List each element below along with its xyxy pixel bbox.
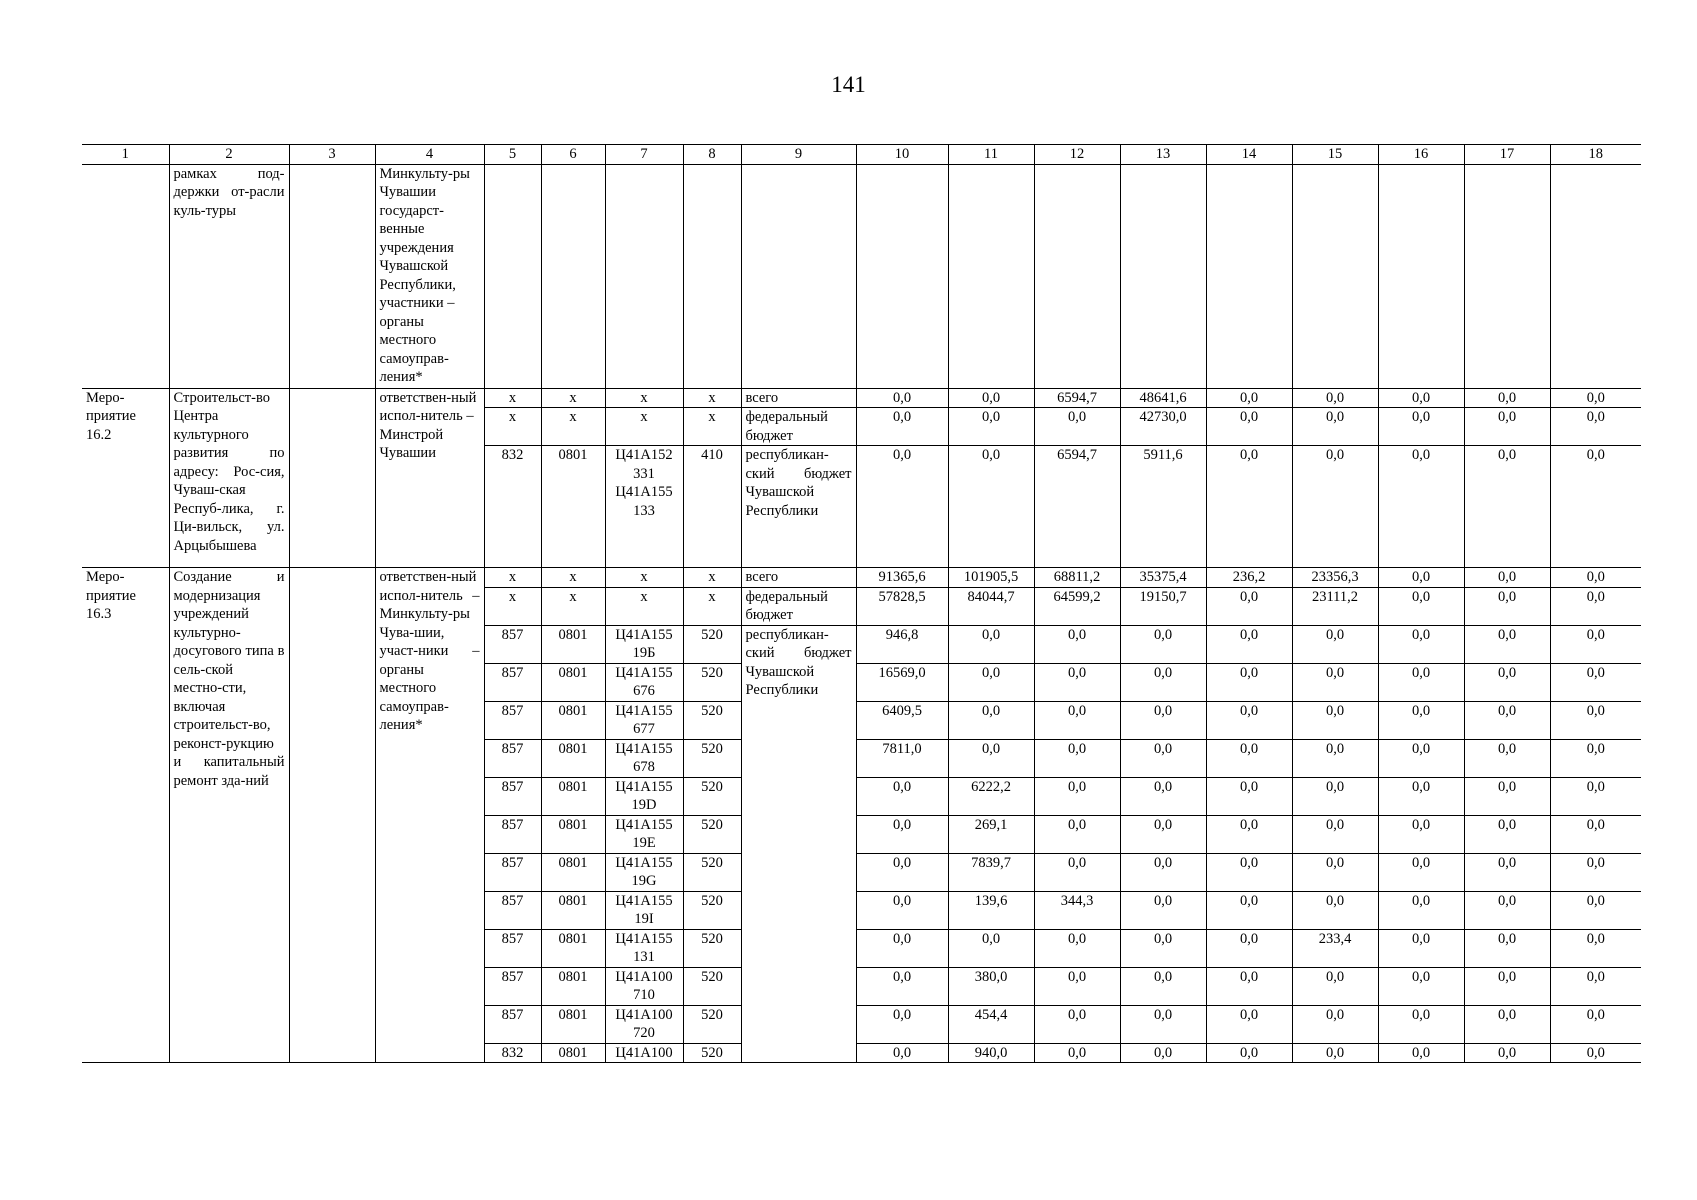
value-cell: 0,0 xyxy=(856,777,948,815)
value-cell: 0,0 xyxy=(1034,777,1120,815)
value-cell: 48641,6 xyxy=(1120,388,1206,408)
value-cell: 0,0 xyxy=(856,853,948,891)
column-header-4: 4 xyxy=(375,145,484,165)
value-cell: 940,0 xyxy=(948,1043,1034,1063)
value-cell: 0,0 xyxy=(856,1043,948,1063)
value-cell: 0,0 xyxy=(1206,446,1292,568)
value-cell: 0,0 xyxy=(1378,891,1464,929)
value-cell: 0,0 xyxy=(1292,739,1378,777)
value-cell: 0,0 xyxy=(1550,1043,1641,1063)
value-cell: 0,0 xyxy=(1206,739,1292,777)
value-cell: 0,0 xyxy=(1120,777,1206,815)
value-cell: 0,0 xyxy=(1206,815,1292,853)
cell-col9 xyxy=(741,164,856,388)
value-cell: 0,0 xyxy=(1550,701,1641,739)
cell-col7 xyxy=(605,164,683,388)
code-target-article: x xyxy=(605,408,683,446)
value-cell: 0,0 xyxy=(1120,815,1206,853)
value-cell: 0,0 xyxy=(1292,663,1378,701)
value-cell: 0,0 xyxy=(1464,701,1550,739)
column-header-11: 11 xyxy=(948,145,1034,165)
column-header-6: 6 xyxy=(541,145,605,165)
value-cell: 0,0 xyxy=(1550,891,1641,929)
value-cell: 0,0 xyxy=(1464,587,1550,625)
value-cell: 233,4 xyxy=(1292,929,1378,967)
cell-col3 xyxy=(289,164,375,388)
value-cell: 0,0 xyxy=(1034,815,1120,853)
value-cell: 0,0 xyxy=(1034,663,1120,701)
value-cell: 0,0 xyxy=(1464,568,1550,588)
value-cell: 0,0 xyxy=(1464,929,1550,967)
budget-table xyxy=(82,144,1641,1063)
code-section: 0801 xyxy=(541,739,605,777)
code-grbs: 832 xyxy=(484,446,541,568)
value-cell: 0,0 xyxy=(1464,853,1550,891)
value-cell: 0,0 xyxy=(1292,1043,1378,1063)
value-cell: 0,0 xyxy=(1378,853,1464,891)
code-target-article: Ц41А155 676 xyxy=(605,663,683,701)
value-cell: 0,0 xyxy=(1550,815,1641,853)
code-expense-type: 410 xyxy=(683,446,741,568)
code-section: 0801 xyxy=(541,967,605,1005)
column-header-13: 13 xyxy=(1120,145,1206,165)
code-target-article: Ц41А152 331 Ц41А155 133 xyxy=(605,446,683,568)
value-cell: 0,0 xyxy=(1292,853,1378,891)
value-cell: 0,0 xyxy=(1464,967,1550,1005)
value-cell: 0,0 xyxy=(1464,891,1550,929)
code-expense-type: x xyxy=(683,587,741,625)
value-cell: 946,8 xyxy=(856,625,948,663)
value-cell: 0,0 xyxy=(1464,408,1550,446)
value-cell: 0,0 xyxy=(1292,701,1378,739)
value-cell: 0,0 xyxy=(1034,701,1120,739)
measure-16-2-row xyxy=(82,388,1641,408)
value-cell: 0,0 xyxy=(1292,446,1378,568)
code-section: x xyxy=(541,587,605,625)
value-cell: 0,0 xyxy=(1464,446,1550,568)
value-cell: 6594,7 xyxy=(1034,388,1120,408)
value-cell: 42730,0 xyxy=(1120,408,1206,446)
measure-name: Создание и модернизация учреждений культурно-досугового типа в сель-ской местно-сти, включая строительст-во, реконст-рукцию и капитальный ремонт зда-ний xyxy=(169,568,289,1063)
value-cell: 6409,5 xyxy=(856,701,948,739)
value-cell: 0,0 xyxy=(1464,388,1550,408)
value-cell: 0,0 xyxy=(1034,1005,1120,1043)
value-cell: 57828,5 xyxy=(856,587,948,625)
value-cell: 0,0 xyxy=(1550,663,1641,701)
value-cell: 0,0 xyxy=(1378,815,1464,853)
value-cell: 0,0 xyxy=(1292,891,1378,929)
cell-col16 xyxy=(1378,164,1464,388)
value-cell: 0,0 xyxy=(856,967,948,1005)
value-cell: 0,0 xyxy=(1120,1005,1206,1043)
column-header-2: 2 xyxy=(169,145,289,165)
cell-col6 xyxy=(541,164,605,388)
code-expense-type: 520 xyxy=(683,891,741,929)
value-cell: 0,0 xyxy=(948,663,1034,701)
code-expense-type: 520 xyxy=(683,967,741,1005)
code-section: x xyxy=(541,408,605,446)
column-header-14: 14 xyxy=(1206,145,1292,165)
column-header-3: 3 xyxy=(289,145,375,165)
code-grbs: 857 xyxy=(484,815,541,853)
page-number: 141 xyxy=(831,72,866,97)
value-cell: 0,0 xyxy=(1550,777,1641,815)
value-cell: 5911,6 xyxy=(1120,446,1206,568)
value-cell: 0,0 xyxy=(1206,408,1292,446)
value-cell: 0,0 xyxy=(1206,967,1292,1005)
column-header-12: 12 xyxy=(1034,145,1120,165)
continuation-row xyxy=(82,164,1641,388)
value-cell: 23111,2 xyxy=(1292,587,1378,625)
value-cell: 0,0 xyxy=(1464,1005,1550,1043)
code-target-article: Ц41А100 xyxy=(605,1043,683,1063)
value-cell: 344,3 xyxy=(1034,891,1120,929)
code-target-article: Ц41А155 131 xyxy=(605,929,683,967)
value-cell: 0,0 xyxy=(948,701,1034,739)
cell-col15 xyxy=(1292,164,1378,388)
value-cell: 0,0 xyxy=(856,388,948,408)
value-cell: 0,0 xyxy=(1292,1005,1378,1043)
cell-col8 xyxy=(683,164,741,388)
value-cell: 0,0 xyxy=(1550,587,1641,625)
code-grbs: x xyxy=(484,568,541,588)
code-grbs: 857 xyxy=(484,663,541,701)
code-section: x xyxy=(541,388,605,408)
value-cell: 0,0 xyxy=(1120,701,1206,739)
value-cell: 0,0 xyxy=(1120,739,1206,777)
measure-label: Меро-приятие 16.3 xyxy=(82,568,169,1063)
value-cell: 0,0 xyxy=(1550,408,1641,446)
value-cell: 0,0 xyxy=(1378,1005,1464,1043)
code-expense-type: x xyxy=(683,388,741,408)
measure-executor: ответствен-ный испол-нитель – Минстрой Чувашии xyxy=(375,388,484,568)
code-grbs: 857 xyxy=(484,701,541,739)
column-header-1: 1 xyxy=(82,145,169,165)
code-expense-type: 520 xyxy=(683,815,741,853)
value-cell: 0,0 xyxy=(1464,1043,1550,1063)
funding-source: республикан-ский бюджет Чувашской Республики xyxy=(741,446,856,568)
value-cell: 0,0 xyxy=(1292,777,1378,815)
value-cell: 0,0 xyxy=(1206,777,1292,815)
code-section: 0801 xyxy=(541,777,605,815)
value-cell: 0,0 xyxy=(1378,663,1464,701)
code-expense-type: 520 xyxy=(683,853,741,891)
value-cell: 0,0 xyxy=(948,408,1034,446)
value-cell: 454,4 xyxy=(948,1005,1034,1043)
code-section: 0801 xyxy=(541,1005,605,1043)
code-grbs: 857 xyxy=(484,929,541,967)
code-grbs: 857 xyxy=(484,891,541,929)
value-cell: 0,0 xyxy=(1206,891,1292,929)
value-cell: 0,0 xyxy=(1034,967,1120,1005)
value-cell: 0,0 xyxy=(1464,815,1550,853)
value-cell: 0,0 xyxy=(856,408,948,446)
code-grbs: 857 xyxy=(484,625,541,663)
cell-col3 xyxy=(289,388,375,568)
cell-col11 xyxy=(948,164,1034,388)
value-cell: 0,0 xyxy=(1034,929,1120,967)
funding-source: всего xyxy=(741,388,856,408)
measure-executor: ответствен-ный испол-нитель – Минкульту-ры Чува-шии, участ-ники – органы местного самоуправ-ления* xyxy=(375,568,484,1063)
column-header-15: 15 xyxy=(1292,145,1378,165)
code-target-article: Ц41А155 19I xyxy=(605,891,683,929)
value-cell: 91365,6 xyxy=(856,568,948,588)
value-cell: 0,0 xyxy=(1550,853,1641,891)
value-cell: 0,0 xyxy=(1464,739,1550,777)
value-cell: 0,0 xyxy=(1550,625,1641,663)
value-cell: 0,0 xyxy=(856,815,948,853)
code-section: 0801 xyxy=(541,815,605,853)
funding-source: федеральный бюджет xyxy=(741,587,856,625)
value-cell: 0,0 xyxy=(1206,625,1292,663)
value-cell: 0,0 xyxy=(1550,967,1641,1005)
value-cell: 0,0 xyxy=(1120,967,1206,1005)
value-cell: 35375,4 xyxy=(1120,568,1206,588)
code-target-article: Ц41А155 677 xyxy=(605,701,683,739)
cell-col14 xyxy=(1206,164,1292,388)
code-target-article: Ц41А155 19G xyxy=(605,853,683,891)
value-cell: 0,0 xyxy=(1120,891,1206,929)
value-cell: 0,0 xyxy=(1120,929,1206,967)
program-name-continued: рамках под-держки от-расли куль-туры xyxy=(169,164,289,388)
code-target-article: x xyxy=(605,388,683,408)
code-target-article: Ц41А100 710 xyxy=(605,967,683,1005)
code-section: 0801 xyxy=(541,853,605,891)
value-cell: 0,0 xyxy=(1378,388,1464,408)
code-grbs: x xyxy=(484,408,541,446)
code-section: 0801 xyxy=(541,929,605,967)
code-target-article: x xyxy=(605,568,683,588)
cell-col13 xyxy=(1120,164,1206,388)
value-cell: 0,0 xyxy=(1378,701,1464,739)
value-cell: 0,0 xyxy=(1378,446,1464,568)
value-cell: 101905,5 xyxy=(948,568,1034,588)
value-cell: 0,0 xyxy=(1550,388,1641,408)
value-cell: 0,0 xyxy=(1206,1005,1292,1043)
value-cell: 0,0 xyxy=(1378,1043,1464,1063)
code-expense-type: 520 xyxy=(683,1005,741,1043)
code-target-article: Ц41А155 19D xyxy=(605,777,683,815)
value-cell: 0,0 xyxy=(1292,967,1378,1005)
value-cell: 0,0 xyxy=(1378,777,1464,815)
value-cell: 0,0 xyxy=(1550,739,1641,777)
value-cell: 0,0 xyxy=(1550,1005,1641,1043)
value-cell: 68811,2 xyxy=(1034,568,1120,588)
code-target-article: Ц41А155 19E xyxy=(605,815,683,853)
value-cell: 0,0 xyxy=(1378,739,1464,777)
code-expense-type: 520 xyxy=(683,777,741,815)
cell-col3 xyxy=(289,568,375,1063)
value-cell: 0,0 xyxy=(1378,967,1464,1005)
measure-label: Меро-приятие 16.2 xyxy=(82,388,169,568)
value-cell: 0,0 xyxy=(1550,568,1641,588)
value-cell: 0,0 xyxy=(1120,663,1206,701)
value-cell: 6594,7 xyxy=(1034,446,1120,568)
code-grbs: x xyxy=(484,388,541,408)
value-cell: 0,0 xyxy=(1378,568,1464,588)
executor-continued: Минкульту-ры Чувашии государст-венные учреждения Чувашской Республики, участники – органы местного самоуправ-ления* xyxy=(375,164,484,388)
funding-source: всего xyxy=(741,568,856,588)
value-cell: 269,1 xyxy=(948,815,1034,853)
funding-source: федеральный бюджет xyxy=(741,408,856,446)
value-cell: 380,0 xyxy=(948,967,1034,1005)
value-cell: 0,0 xyxy=(1206,587,1292,625)
cell-col18 xyxy=(1550,164,1641,388)
code-expense-type: 520 xyxy=(683,625,741,663)
value-cell: 0,0 xyxy=(1378,408,1464,446)
code-expense-type: 520 xyxy=(683,929,741,967)
code-section: x xyxy=(541,568,605,588)
value-cell: 0,0 xyxy=(1206,388,1292,408)
column-header-16: 16 xyxy=(1378,145,1464,165)
value-cell: 0,0 xyxy=(1378,625,1464,663)
value-cell: 19150,7 xyxy=(1120,587,1206,625)
value-cell: 0,0 xyxy=(1034,408,1120,446)
value-cell: 0,0 xyxy=(856,891,948,929)
value-cell: 0,0 xyxy=(1034,625,1120,663)
code-grbs: 857 xyxy=(484,967,541,1005)
column-header-7: 7 xyxy=(605,145,683,165)
measure-name: Строительст-во Центра культурного развития по адресу: Рос-сия, Чуваш-ская Респуб-лика, г. Ци-вильск, ул. Арцыбышева xyxy=(169,388,289,568)
column-header-9: 9 xyxy=(741,145,856,165)
cell-col12 xyxy=(1034,164,1120,388)
value-cell: 236,2 xyxy=(1206,568,1292,588)
value-cell: 0,0 xyxy=(1034,739,1120,777)
code-expense-type: 520 xyxy=(683,1043,741,1063)
column-header-row xyxy=(82,145,1641,165)
code-target-article: x xyxy=(605,587,683,625)
value-cell: 0,0 xyxy=(1034,853,1120,891)
code-grbs: 832 xyxy=(484,1043,541,1063)
value-cell: 0,0 xyxy=(948,388,1034,408)
value-cell: 0,0 xyxy=(1206,663,1292,701)
value-cell: 0,0 xyxy=(856,446,948,568)
value-cell: 0,0 xyxy=(856,1005,948,1043)
value-cell: 16569,0 xyxy=(856,663,948,701)
value-cell: 0,0 xyxy=(1550,929,1641,967)
value-cell: 64599,2 xyxy=(1034,587,1120,625)
value-cell: 0,0 xyxy=(1292,625,1378,663)
value-cell: 0,0 xyxy=(1120,1043,1206,1063)
code-section: 0801 xyxy=(541,625,605,663)
code-expense-type: 520 xyxy=(683,701,741,739)
code-grbs: 857 xyxy=(484,777,541,815)
value-cell: 7839,7 xyxy=(948,853,1034,891)
value-cell: 139,6 xyxy=(948,891,1034,929)
value-cell: 0,0 xyxy=(1206,853,1292,891)
value-cell: 84044,7 xyxy=(948,587,1034,625)
cell-col17 xyxy=(1464,164,1550,388)
value-cell: 7811,0 xyxy=(856,739,948,777)
value-cell: 0,0 xyxy=(1206,929,1292,967)
value-cell: 0,0 xyxy=(1292,408,1378,446)
code-expense-type: 520 xyxy=(683,739,741,777)
value-cell: 0,0 xyxy=(1120,853,1206,891)
value-cell: 0,0 xyxy=(1034,1043,1120,1063)
value-cell: 0,0 xyxy=(1464,777,1550,815)
column-header-10: 10 xyxy=(856,145,948,165)
code-expense-type: 520 xyxy=(683,663,741,701)
code-section: 0801 xyxy=(541,1043,605,1063)
code-target-article: Ц41А155 19Б xyxy=(605,625,683,663)
value-cell: 0,0 xyxy=(948,929,1034,967)
value-cell: 0,0 xyxy=(948,446,1034,568)
column-header-18: 18 xyxy=(1550,145,1641,165)
code-expense-type: x xyxy=(683,568,741,588)
column-header-5: 5 xyxy=(484,145,541,165)
code-grbs: 857 xyxy=(484,739,541,777)
value-cell: 23356,3 xyxy=(1292,568,1378,588)
code-grbs: 857 xyxy=(484,1005,541,1043)
value-cell: 0,0 xyxy=(948,739,1034,777)
value-cell: 0,0 xyxy=(1292,815,1378,853)
cell-col1 xyxy=(82,164,169,388)
code-expense-type: x xyxy=(683,408,741,446)
code-section: 0801 xyxy=(541,891,605,929)
code-section: 0801 xyxy=(541,701,605,739)
value-cell: 0,0 xyxy=(1378,587,1464,625)
column-header-17: 17 xyxy=(1464,145,1550,165)
value-cell: 0,0 xyxy=(1550,446,1641,568)
value-cell: 0,0 xyxy=(1206,1043,1292,1063)
value-cell: 0,0 xyxy=(1378,929,1464,967)
value-cell: 0,0 xyxy=(1206,701,1292,739)
column-header-8: 8 xyxy=(683,145,741,165)
code-grbs: 857 xyxy=(484,853,541,891)
value-cell: 0,0 xyxy=(1464,663,1550,701)
code-target-article: Ц41А100 720 xyxy=(605,1005,683,1043)
cell-col10 xyxy=(856,164,948,388)
value-cell: 0,0 xyxy=(948,625,1034,663)
cell-col5 xyxy=(484,164,541,388)
code-target-article: Ц41А155 678 xyxy=(605,739,683,777)
funding-source: республикан-ский бюджет Чувашской Республики xyxy=(741,625,856,1063)
value-cell: 0,0 xyxy=(856,929,948,967)
measure-16-3-row xyxy=(82,568,1641,588)
code-grbs: x xyxy=(484,587,541,625)
value-cell: 6222,2 xyxy=(948,777,1034,815)
code-section: 0801 xyxy=(541,663,605,701)
value-cell: 0,0 xyxy=(1464,625,1550,663)
value-cell: 0,0 xyxy=(1292,388,1378,408)
value-cell: 0,0 xyxy=(1120,625,1206,663)
code-section: 0801 xyxy=(541,446,605,568)
